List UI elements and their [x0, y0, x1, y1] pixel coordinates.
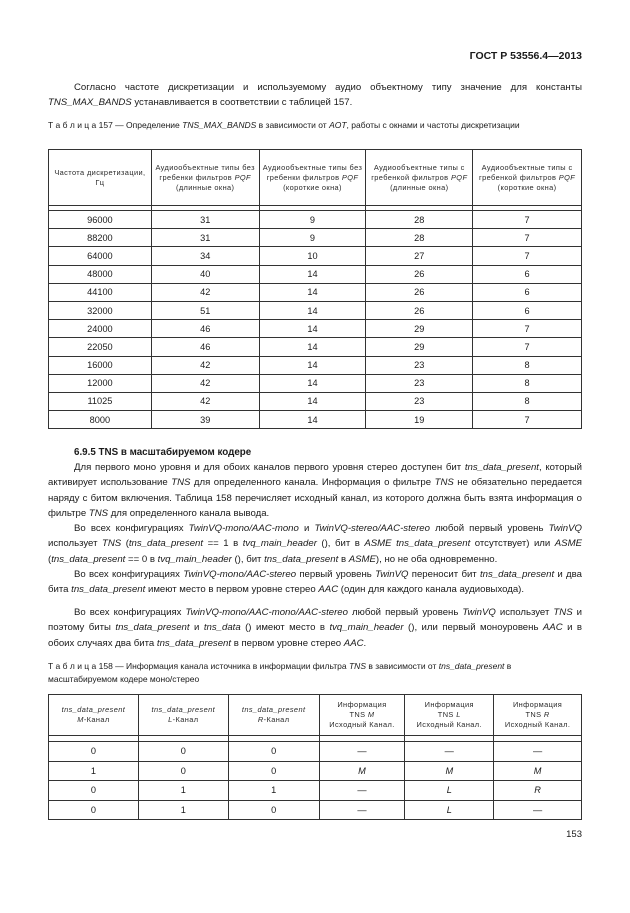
table-157-header-cell: Частота дискретизации, Гц	[49, 150, 152, 206]
table-158-cell: 0	[138, 761, 228, 781]
table-157-cell: 64000	[49, 247, 152, 265]
table-158-header-cell	[405, 695, 494, 736]
table-157-cell: 14	[259, 338, 366, 356]
table-157-cell: 48000	[49, 265, 152, 283]
table-158-header-line: L-Канал	[168, 715, 199, 724]
table-157-cell: 42	[151, 392, 259, 410]
table-157-row	[49, 229, 582, 247]
table-157-cell: 19	[366, 411, 473, 429]
table-157-cell: 40	[151, 265, 259, 283]
table-158-header-cell	[319, 695, 405, 736]
table-157-cell: 14	[259, 392, 366, 410]
table-157-cell: 23	[366, 356, 473, 374]
table-157-cell: 44100	[49, 283, 152, 301]
section-paragraph-4: Во всех конфигурациях TwinVQ-mono/AAC-mono/AAC-stereo любой первый уровень TwinVQ использует TNS и поэтому биты tns_data_present и tns_data () имеют место в tvq_main_header (), или первый моноуровень AAC и в обоих случаях два бита tns_data_present в первом уровне стерео AAC.	[48, 607, 583, 649]
table-158-cell: R	[494, 781, 582, 801]
table-158-cell: —	[494, 742, 582, 762]
table-157-cell: 14	[259, 265, 366, 283]
table-157-cell: 7	[473, 229, 582, 247]
table-158-header-line: Информация	[512, 700, 563, 709]
table-158-header-line: TNS L	[437, 710, 461, 719]
section-paragraph-2: Во всех конфигурациях TwinVQ-mono/AAC-mono и TwinVQ-stereo/AAC-stereo любой первый уровень TwinVQ использует TNS (tns_data_present == 1 в tvq_main_header (), бит в ASME tns_data_present отсутствует) или ASME (tns_data_present == 0 в tvq_main_header (), бит tns_data_present в ASME), но не оба одновременно.	[48, 523, 582, 565]
table-158-header-line: tns_data_present	[61, 705, 126, 714]
table-158-cell: 0	[49, 742, 139, 762]
table-157-cell: 23	[366, 374, 473, 392]
table-157-cell: 9	[259, 211, 366, 229]
table-157-caption: Т а б л и ц а 157 — Определение TNS_MAX_BANDS в зависимости от AOT, работы с окнами и частоты дискретизации	[48, 120, 520, 130]
table-158-cell: 1	[49, 761, 139, 781]
table-157-row	[49, 283, 582, 301]
table-157-header-cell: Аудиообъектные типы с гребенкой фильтров PQF (короткие окна)	[473, 150, 582, 206]
table-157-row	[49, 320, 582, 338]
table-158-cell: 1	[138, 800, 228, 820]
table-158-cell: —	[319, 781, 405, 801]
table-158-cell: 1	[138, 781, 228, 801]
table-157-header-cell: Аудиообъектные типы без гребенки фильтров PQF (длинные окна)	[151, 150, 259, 206]
section-paragraph-1: Для первого моно уровня и для обоих каналов первого уровня стерео доступен бит tns_data_present, который активирует использование TNS для определенного канала. Информация о фильтре TNS не обязательно передается наряду с битом включения. Таблица 158 перечисляет исходный канал, из которого должна быть взята информация о фильтре TNS для определенного канала вывода.	[48, 462, 583, 519]
table-158-cell: M	[494, 761, 582, 781]
table-158-cell: —	[405, 742, 494, 762]
table-157-cell: 14	[259, 320, 366, 338]
table-157-cell: 88200	[49, 229, 152, 247]
table-157-cell: 7	[473, 247, 582, 265]
table-158-header-cell	[494, 695, 582, 736]
table-157-cell: 27	[366, 247, 473, 265]
table-157-cell: 7	[473, 211, 582, 229]
table-157-row	[49, 374, 582, 392]
table-157-row	[49, 211, 582, 229]
table-157-cell: 96000	[49, 211, 152, 229]
table-157-cell: 10	[259, 247, 366, 265]
table-157-row	[49, 338, 582, 356]
table-157-cell: 28	[366, 229, 473, 247]
table-158-cell: 1	[228, 781, 319, 801]
table-157-cell: 16000	[49, 356, 152, 374]
table-158-caption: Т а б л и ц а 158 — Информация канала источника в информации фильтра TNS в зависимости от tns_data_present в масштабируемом кодере моно/стерео	[48, 661, 512, 684]
table-157-cell: 8	[473, 392, 582, 410]
table-157-cell: 26	[366, 301, 473, 319]
table-158	[48, 694, 582, 820]
section-paragraph-3: Во всех конфигурациях TwinVQ-mono/AAC-stereo первый уровень TwinVQ переносит бит tns_data_present и два бита tns_data_present имеют место в первом уровне стерео AAC (один для каждого канала аудиовыхода).	[48, 569, 582, 596]
table-157-cell: 11025	[49, 392, 152, 410]
table-157-cell: 14	[259, 301, 366, 319]
table-158-cell: —	[319, 800, 405, 820]
table-158-header-line: Исходный Канал.	[504, 720, 571, 729]
table-158-cell: 0	[49, 800, 139, 820]
table-157-cell: 32000	[49, 301, 152, 319]
table-157-header-cell: Аудиообъектные типы без гребенки фильтров PQF (короткие окна)	[259, 150, 366, 206]
table-157-row	[49, 356, 582, 374]
table-157-cell: 26	[366, 265, 473, 283]
intro-paragraph: Согласно частоте дискретизации и используемому аудио объектному типу значение для константы TNS_MAX_BANDS устанавливается в соответствии с таблицей 157.	[48, 82, 582, 109]
table-157-cell: 28	[366, 211, 473, 229]
table-157-cell: 23	[366, 392, 473, 410]
table-157-cell: 14	[259, 374, 366, 392]
table-157-cell: 31	[151, 229, 259, 247]
table-157-cell: 6	[473, 265, 582, 283]
table-158-row	[49, 781, 582, 801]
table-158-row	[49, 800, 582, 820]
table-157-cell: 7	[473, 411, 582, 429]
table-157-cell: 14	[259, 356, 366, 374]
table-157-row	[49, 247, 582, 265]
standard-header: ГОСТ Р 53556.4—2013	[469, 50, 582, 62]
table-157-cell: 12000	[49, 374, 152, 392]
table-158-cell: —	[494, 800, 582, 820]
table-157-cell: 26	[366, 283, 473, 301]
table-157-cell: 29	[366, 320, 473, 338]
table-157-cell: 46	[151, 320, 259, 338]
table-157-cell: 6	[473, 283, 582, 301]
table-157-cell: 7	[473, 338, 582, 356]
table-157-cell: 8	[473, 374, 582, 392]
table-157-cell: 31	[151, 211, 259, 229]
table-157-cell: 42	[151, 283, 259, 301]
table-158-cell: 0	[138, 742, 228, 762]
table-158-header-line: Информация	[424, 700, 474, 709]
table-157-cell: 42	[151, 374, 259, 392]
table-157-cell: 34	[151, 247, 259, 265]
table-157-cell: 9	[259, 229, 366, 247]
page-number: 153	[566, 829, 582, 840]
table-158-header-line: TNS R	[525, 710, 550, 719]
table-157-row	[49, 265, 582, 283]
table-158-header-line: M-Канал	[77, 715, 110, 724]
table-157-cell: 14	[259, 283, 366, 301]
table-158-row	[49, 761, 582, 781]
table-158-cell: M	[405, 761, 494, 781]
table-157-row	[49, 392, 582, 410]
table-158-cell: 0	[228, 742, 319, 762]
table-158-cell: —	[319, 742, 405, 762]
table-158-cell: L	[405, 800, 494, 820]
table-158-cell: L	[405, 781, 494, 801]
table-158-header-cell	[49, 695, 139, 736]
table-158-header-line: tns_data_present	[241, 705, 306, 714]
section-title: 6.9.5 TNS в масштабируемом кодере	[74, 447, 252, 458]
table-157	[48, 149, 582, 429]
table-157-cell: 14	[259, 411, 366, 429]
table-158-row	[49, 742, 582, 762]
table-158-header-line: Исходный Канал.	[329, 720, 395, 729]
table-157-cell: 22050	[49, 338, 152, 356]
table-157-row	[49, 411, 582, 429]
table-157-cell: 51	[151, 301, 259, 319]
table-157-cell: 7	[473, 320, 582, 338]
table-158-cell: 0	[49, 781, 139, 801]
table-158-header-line: R-Канал	[257, 715, 290, 724]
table-157-cell: 46	[151, 338, 259, 356]
table-158-cell: 0	[228, 761, 319, 781]
table-158-header-line: Информация	[337, 700, 387, 709]
table-158-cell: 0	[228, 800, 319, 820]
table-157-cell: 39	[151, 411, 259, 429]
table-158-header-line: TNS M	[349, 710, 375, 719]
table-158-cell: M	[319, 761, 405, 781]
table-157-cell: 8000	[49, 411, 152, 429]
table-157-row	[49, 301, 582, 319]
table-158-header-line: Исходный Канал.	[416, 720, 482, 729]
table-157-cell: 6	[473, 301, 582, 319]
table-158-header-cell	[138, 695, 228, 736]
table-157-cell: 29	[366, 338, 473, 356]
table-158-header-line: tns_data_present	[151, 705, 216, 714]
table-157-cell: 42	[151, 356, 259, 374]
table-157-header-cell: Аудиообъектные типы с гребенкой фильтров PQF (длинные окна)	[366, 150, 473, 206]
table-158-header-cell	[228, 695, 319, 736]
table-157-cell: 24000	[49, 320, 152, 338]
table-157-cell: 8	[473, 356, 582, 374]
